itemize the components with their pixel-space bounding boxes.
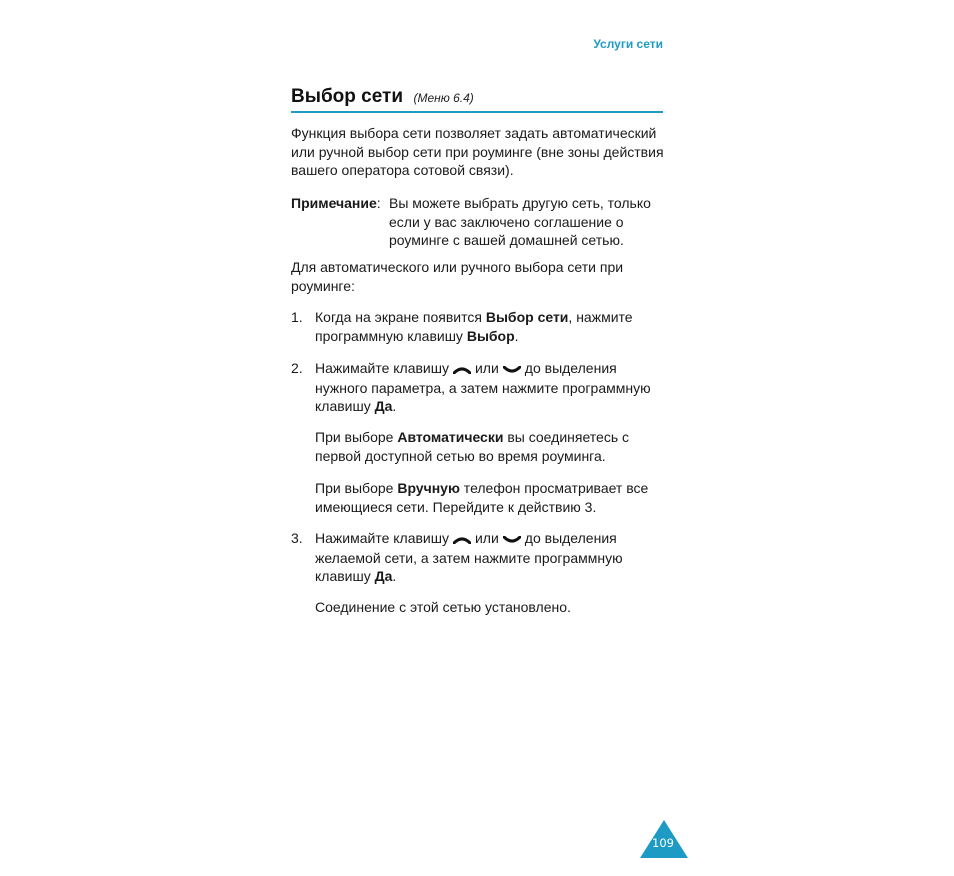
step-1-number: 1. — [291, 309, 303, 325]
step-3-part: . — [392, 568, 397, 585]
step-1-bold-key: Выбор — [466, 327, 515, 344]
step-2-text — [315, 359, 665, 416]
step-3-part: до выделения желаемой сети, а затем нажмите программную клавишу — [315, 530, 623, 585]
step-2-part: до выделения нужного параметра, а затем нажмите программную клавишу — [315, 360, 651, 415]
step-2-sub-2-bold: Вручную — [397, 480, 460, 496]
step-2-or: или — [474, 360, 499, 376]
step-3-text — [315, 529, 665, 586]
title-block — [291, 86, 663, 113]
step-2-sub-1-bold: Автоматически — [397, 429, 504, 445]
page-title: Выбор сети — [291, 86, 404, 107]
step-2-bold-key: Да — [374, 398, 393, 415]
step-2-sub-2-part: телефон просматривает все имеющиеся сети. Перейдите к действию 3. — [315, 480, 649, 515]
nav-up-key-icon — [453, 360, 471, 379]
step-3-or: или — [474, 530, 499, 546]
step-2-sub-2 — [315, 479, 665, 516]
note-text: Вы можете выбрать другую сеть, только если у вас заключено соглашение о роуминге с вашей домашней сетью. — [389, 195, 651, 248]
intro-paragraph: Функция выбора сети позволяет задать автоматический или ручной выбор сети при роуминге (вне зоны действия вашего оператора сотовой связи). — [291, 125, 664, 178]
step-3-sub-1: Соединение с этой сетью установлено. — [315, 599, 571, 615]
step-2-part: Нажимайте клавишу — [315, 360, 449, 376]
menu-reference: (Меню 6.4) — [413, 91, 474, 105]
step-3-part: Нажимайте клавишу — [315, 530, 449, 546]
step-1-part: . — [514, 327, 519, 344]
note-label-text: Примечание — [291, 195, 377, 211]
step-2-sub-2-part: При выборе — [315, 480, 398, 496]
step-2-sub-1-part: вы соединяетесь с первой доступной сетью во время роуминга. — [315, 429, 630, 464]
step-3-bold-key: Да — [374, 568, 393, 585]
step-2-number: 2. — [291, 360, 303, 376]
step-1-bold-menu: Выбор сети — [485, 309, 569, 325]
page-number: 109 — [652, 836, 674, 850]
step-2-sub-1-part: При выборе — [315, 429, 398, 445]
nav-down-key-icon — [503, 530, 521, 549]
step-3-number: 3. — [291, 530, 303, 546]
step-1-part: Когда на экране появится — [315, 309, 486, 325]
nav-up-key-icon — [453, 530, 471, 549]
section-header: Услуги сети — [593, 37, 663, 51]
nav-down-key-icon — [503, 360, 521, 379]
note-colon: : — [376, 195, 381, 211]
step-2-part: . — [392, 398, 397, 415]
step-2-sub-1 — [315, 428, 665, 465]
lead-paragraph: Для автоматического или ручного выбора сети при роуминге: — [291, 259, 624, 294]
note-label — [291, 194, 381, 213]
step-1-part: , нажмите программную клавишу — [315, 309, 633, 344]
step-1-text — [315, 308, 665, 345]
